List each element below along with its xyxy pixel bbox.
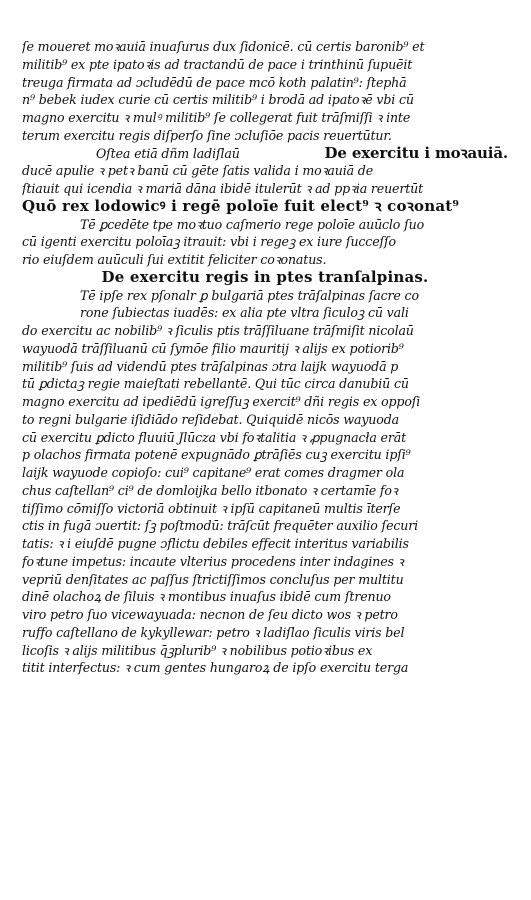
- text-line: ducē apulie ꝛ petꝛ banū cū gēte ſatis valida i moꝛauiā de: [22, 163, 374, 179]
- text-line: terum exercitu regis diſperſo ſine ɔcluſiōe pacis reuertūtur.: [22, 127, 392, 143]
- text-line: treuga firmata ad ɔcludēdū de pace mcō koth palatin⁹: ſtephā: [22, 74, 407, 90]
- text-line: magno exercitu ꝛ mulꝰ militib⁹ ſe collegerat fuit trāſmiſſi ꝛ inte: [22, 110, 411, 125]
- text-line: n⁹ bebek iudex curie cū certis militib⁹ i brodā ad ipatoꝛē vbi cū: [22, 92, 414, 108]
- text-fragment: Oſtea etiā dñm ladiſlaū: [96, 145, 240, 161]
- text-line: cū igenti exercitu poloīaꝫ itrauit: vbi i regeꝫ ex iure ſucceſſo: [22, 234, 396, 250]
- text-line: Tē ipſe rex pſonalr ꝑ bulgariā ptes trāſalpinas ſacre co: [80, 287, 419, 303]
- text-line: ruffo caſtellano de kykyllewar: petro ꝛ ladiſlao ſiculis viris bel: [22, 624, 405, 640]
- text-line: magno exercitu ad ipediēdū igreſſuꝫ exercit⁹ dñi regis ex oppoſi: [22, 394, 421, 409]
- text-line: tū ꝑdictaꝫ regie maieſtati rebellantē. Qui tūc circa danubiū cū: [22, 376, 409, 392]
- section-heading: De exercitu regis in ptes tranſalpinas.: [101, 268, 429, 286]
- text-line: cū exercitu ꝑdicto fluuiū Jlūcza vbi foꝛtalitia ꝛ ꝓpugnacła erāt: [22, 429, 406, 445]
- document-page: [22, 38, 508, 677]
- text-line: ſtiauit qui icendia ꝛ mariā dāna ibidē itulerūt ꝛ ad ppꝛia reuertūt: [22, 181, 424, 196]
- text-line: tiſſimo cōmiſſo victoriā obtinuit ꝛ ipſū capitaneū multis īterſe: [22, 500, 401, 516]
- text-line: do exercitu ac nobilib⁹ ꝛ ſiculis ptis trāſſiluane trāſmiſit nicolaū: [22, 323, 414, 338]
- text-line: [22, 145, 508, 163]
- text-line: titit interfectus: ꝛ cum gentes hungaroꝝ de ipſo exercitu terga: [22, 660, 409, 676]
- text-line: viro petro ſuo vicewayuada: necnon de ſeu dicto wos ꝛ petro: [22, 607, 398, 622]
- text-line: chus caſtellan⁹ ci⁹ de domloijka bello itbonato ꝛ certamīe foꝛ: [22, 482, 398, 498]
- text-line: Tē ꝑcedēte tpe moꝛtuo caſmerio rege poloīe auūclo ſuo: [80, 216, 424, 232]
- text-line: militib⁹ ex pte ipatoꝛis ad tractandū de pace i trinthinū ſupuēit: [22, 56, 413, 72]
- section-heading: Quō rex lodowicꝰ i regē poloīe fuit elect⁹ ꝛ coꝛonat⁹: [22, 197, 460, 215]
- text-line: vepriū denſitates ac paſſus ſtrictiſſimos concluſus per multitu: [22, 571, 404, 587]
- section-heading: De exercitu i moꝛauiā.: [324, 144, 508, 162]
- text-line: ſe moueret moꝛauiā inuaſurus dux ſidonicē. cū certis baronib⁹ et: [22, 39, 425, 54]
- text-line: militib⁹ ſuis ad videndū ptes trāſalpinas ɔtra laijk wayuodā p: [22, 358, 399, 374]
- text-line: licoſis ꝛ alijs militibus q̄ꝫplurib⁹ ꝛ nobilibus potioꝛibus ex: [22, 642, 373, 658]
- text-line: dinē olachoꝝ de ſiluis ꝛ montibus inuaſus ibidē cum ſtrenuo: [22, 589, 391, 605]
- text-line: laijk wayuode copioſo: cui⁹ capitane⁹ erat comes dragmer ola: [22, 465, 405, 480]
- text-line: foꝛtune impetus: incaute vlterius procedens inter indagines ꝛ: [22, 553, 404, 569]
- text-line: rio eiuſdem auūculi ſui extitit feliciter coꝛonatus.: [22, 252, 327, 267]
- text-line: ctis in fugā ɔuertit: ſꝫ poſtmodū: trāſcūt frequēter auxilio ſecuri: [22, 518, 418, 534]
- text-line: to regni bulgarie iſidiādo reſidebat. Quiquidē nicōs wayuoda: [22, 411, 399, 427]
- text-line: tatis: ꝛ i eiuſdē pugne ɔflictu debiles effecit interitus variabilis: [22, 536, 409, 551]
- text-line: wayuodā trāſſiluanū cū ſymōe filio mauritij ꝛ alijs ex potiorib⁹: [22, 340, 404, 356]
- text-line: p olachos firmata potenē expugnādo ꝑtrāſiēs cuꝫ exercitu ipſi⁹: [22, 447, 411, 463]
- text-line: rone ſubiectas iuadēs: ex alia pte vltra ſiculoꝫ cū vali: [80, 305, 409, 321]
